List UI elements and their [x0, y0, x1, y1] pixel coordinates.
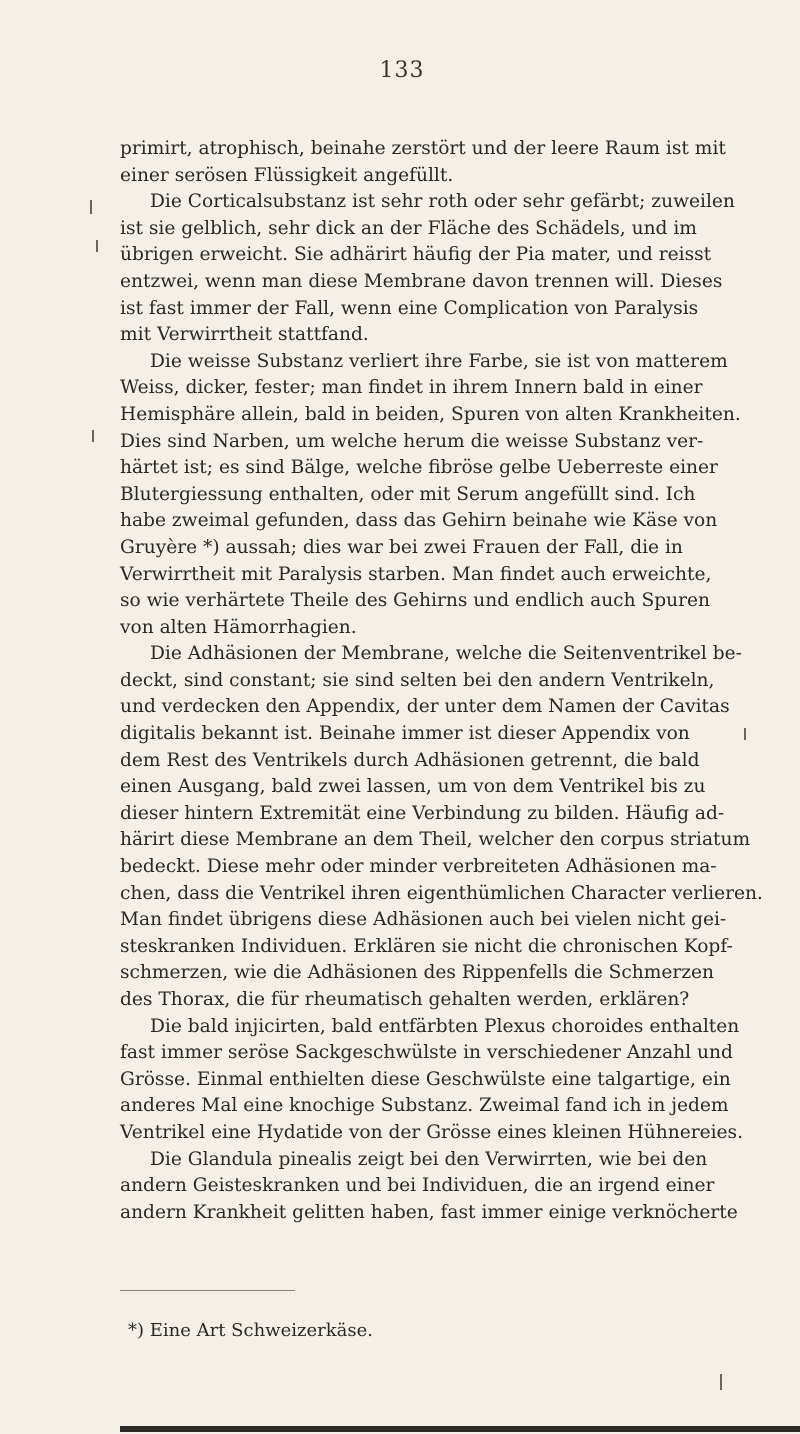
text-line: einen Ausgang, bald zwei lassen, um von dem Ventrikel bis zu — [120, 776, 706, 798]
text-line: einer serösen Flüssigkeit angefüllt. — [120, 164, 454, 186]
text-line: schmerzen, wie die Adhäsionen des Rippenfells die Schmerzen — [120, 962, 715, 984]
body-text — [120, 136, 763, 1226]
text-line: dem Rest des Ventrikels durch Adhäsionen getrennt, die bald — [120, 749, 700, 771]
text-line: Hemisphäre allein, bald in beiden, Spuren von alten Krankheiten. — [120, 403, 741, 425]
scan-edge — [120, 1426, 800, 1432]
text-line: ist sie gelblich, sehr dick an der Fläche des Schädels, und im — [120, 217, 697, 239]
text-line: Dies sind Narben, um welche herum die weisse Substanz ver- — [120, 430, 704, 452]
text-line: Grösse. Einmal enthielten diese Geschwülste eine talgartige, ein — [120, 1068, 731, 1090]
margin-mark — [96, 240, 98, 252]
text-line: Die bald injicirten, bald entfärbten Plexus choroides enthalten — [150, 1015, 740, 1037]
text-line: Weiss, dicker, fester; man findet in ihrem Innern bald in einer — [120, 377, 703, 399]
text-line: bedeckt. Diese mehr oder minder verbreiteten Adhäsionen ma- — [120, 856, 717, 878]
text-line: ist fast immer der Fall, wenn eine Complication von Paralysis — [120, 297, 699, 319]
text-line: dieser hintern Extremität eine Verbindung zu bilden. Häufig ad- — [120, 802, 725, 824]
text-line: primirt, atrophisch, beinahe zerstört und der leere Raum ist mit — [120, 138, 726, 159]
text-line: chen, dass die Ventrikel ihren eigenthümlichen Character verlieren. — [120, 882, 763, 904]
footnote: *) Eine Art Schweizerkäse. — [128, 1320, 373, 1341]
margin-mark — [744, 728, 746, 740]
text-line: steskranken Individuen. Erklären sie nicht die chronischen Kopf- — [120, 935, 733, 957]
margin-mark — [720, 1374, 722, 1390]
text-line: Ventrikel eine Hydatide von der Grösse eines kleinen Hühnereies. — [120, 1121, 743, 1143]
text-line: Verwirrtheit mit Paralysis starben. Man findet auch erweichte, — [120, 563, 712, 585]
text-line: Die Corticalsubstanz ist sehr roth oder sehr gefärbt; zuweilen — [150, 191, 735, 213]
text-line: Gruyère *) aussah; dies war bei zwei Frauen der Fall, die in — [120, 536, 683, 558]
text-line: mit Verwirrtheit stattfand. — [120, 324, 369, 346]
margin-mark — [92, 430, 94, 442]
margin-mark — [90, 200, 92, 214]
text-line: deckt, sind constant; sie sind selten bei den andern Ventrikeln, — [120, 669, 715, 691]
footnote-divider — [120, 1290, 295, 1291]
text-line: härtet ist; es sind Bälge, welche fibröse gelbe Ueberreste einer — [120, 457, 718, 479]
text-line: übrigen erweicht. Sie adhärirt häufig der Pia mater, und reisst — [120, 244, 712, 266]
text-line: fast immer seröse Sackgeschwülste in verschiedener Anzahl und — [120, 1042, 733, 1064]
text-line: des Thorax, die für rheumatisch gehalten werden, erklären? — [120, 989, 690, 1010]
text-line: so wie verhärtete Theile des Gehirns und endlich auch Spuren — [120, 590, 710, 612]
page-number: 133 — [379, 58, 425, 83]
text-line: und verdecken den Appendix, der unter dem Namen der Cavitas — [120, 696, 730, 718]
text-line: von alten Hämorrhagien. — [120, 616, 357, 638]
text-line: Blutergiessung enthalten, oder mit Serum angefüllt sind. Ich — [120, 483, 696, 505]
text-line: entzwei, wenn man diese Membrane davon trennen will. Dieses — [120, 270, 723, 292]
text-line: Die Glandula pinealis zeigt bei den Verwirrten, wie bei den — [150, 1148, 708, 1170]
text-line: Man findet übrigens diese Adhäsionen auch bei vielen nicht gei- — [120, 909, 727, 931]
text-line: habe zweimal gefunden, dass das Gehirn beinahe wie Käse von — [120, 510, 718, 532]
text-line: andern Geisteskranken und bei Individuen, die an irgend einer — [120, 1175, 715, 1197]
text-line: härirt diese Membrane an dem Theil, welcher den corpus striatum — [120, 829, 751, 851]
text-line: Die Adhäsionen der Membrane, welche die Seitenventrikel be- — [150, 643, 742, 665]
text-line: anderes Mal eine knochige Substanz. Zweimal fand ich in jedem — [120, 1095, 729, 1117]
text-line: digitalis bekannt ist. Beinahe immer ist dieser Appendix von — [120, 723, 690, 745]
text-line: Die weisse Substanz verliert ihre Farbe, sie ist von matterem — [150, 350, 728, 372]
text-line: andern Krankheit gelitten haben, fast immer einige verknöcherte — [120, 1201, 738, 1223]
